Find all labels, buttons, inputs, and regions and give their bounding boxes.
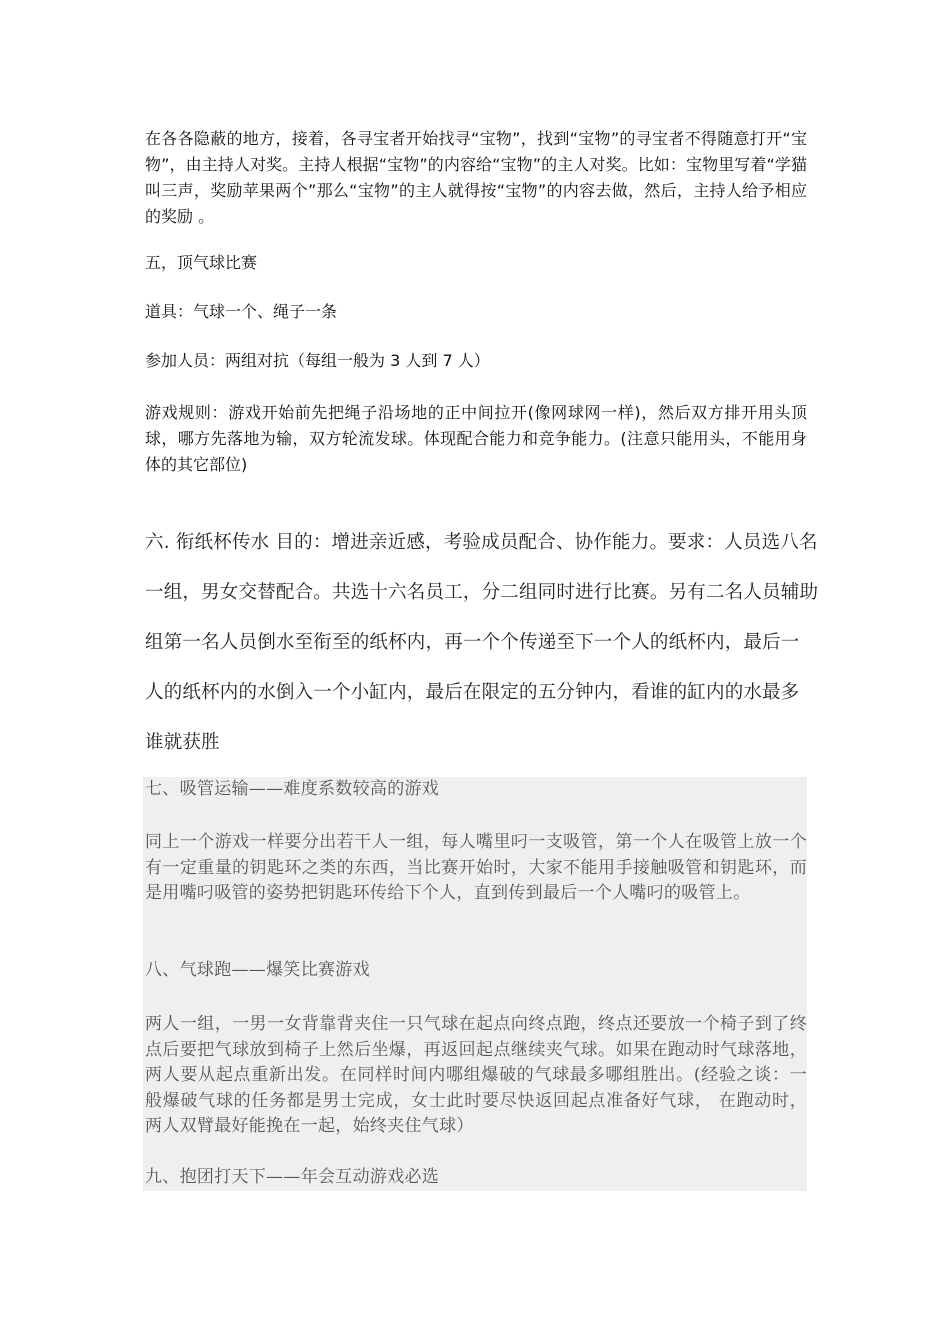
- section-six-line: 六. 衔纸杯传水 目的：增进亲近感，考验成员配合、协作能力。要求：人员选八名: [145, 532, 818, 553]
- paragraph-rules: 游戏规则：游戏开始前先把绳子沿场地的正中间拉开(像网球网一样)，然后双方排开用头顶球，哪方先落地为输，双方轮流发球。体现配合能力和竞争能力。(注意只能用头，不能用身体的其它部位): [145, 403, 807, 474]
- section-six-line: 一组，男女交替配合。共选十六名员工，分二组同时进行比赛。另有二名人员辅助: [145, 582, 819, 603]
- heading-balloon-header-game: 五，顶气球比赛: [145, 253, 258, 272]
- heading-balloon-run: 八、气球跑——爆笑比赛游戏: [145, 960, 370, 980]
- paragraph-balloon-run: 两人一组，一男一女背靠背夹住一只气球在起点向终点跑，终点还要放一个椅子到了终点后要把气球放到椅子上然后坐爆，再返回起点继续夹气球。如果在跑动时气球落地，两人要从起点重新出发。在同样时间内哪组爆破的气球最多哪组胜出。(经验之谈：一般爆破气球的任务都是男士完成，女士此时要尽快返回起点准备好气球， 在跑动时，两人双臂最好能挽在一起，始终夹住气球）: [145, 1014, 807, 1136]
- section-six-water-cup: [145, 528, 819, 778]
- section-six-line: 组第一名人员倒水至衔至的纸杯内，再一个个传递至下一个人的纸杯内，最后一: [145, 632, 800, 653]
- paragraph-treasure-hunt: 在各各隐蔽的地方，接着，各寻宝者开始找寻“宝物”，找到“宝物”的寻宝者不得随意打开“宝物”，由主持人对奖。主持人根据“宝物”的内容给“宝物”的主人对奖。比如：宝物里写着“学猫叫三声，奖励苹果两个”那么“宝物”的主人就得按“宝物”的内容去做，然后，主持人给予相应的奖励 。: [145, 129, 807, 226]
- paragraph-straw-transport: 同上一个游戏一样要分出若干人一组，每人嘴里叼一支吸管，第一个人在吸管上放一个有一定重量的钥匙环之类的东西，当比赛开始时，大家不能用手接触吸管和钥匙环，而是用嘴叼吸管的姿势把钥匙环传给下个人，直到传到最后一个人嘴叼的吸管上。: [145, 832, 807, 903]
- paragraph-props: 道具：气球一个、绳子一条: [145, 302, 338, 321]
- paragraph-participants: 参加人员：两组对抗（每组一般为 3 人到 7 人）: [145, 351, 490, 370]
- heading-group-hug: 九、抱团打天下——年会互动游戏必选: [145, 1167, 440, 1187]
- section-six-line: 人的纸杯内的水倒入一个小缸内，最后在限定的五分钟内，看谁的缸内的水最多: [145, 682, 800, 703]
- heading-straw-transport: 七、吸管运输——难度系数较高的游戏: [145, 779, 440, 799]
- section-six-line: 谁就获胜: [145, 732, 220, 753]
